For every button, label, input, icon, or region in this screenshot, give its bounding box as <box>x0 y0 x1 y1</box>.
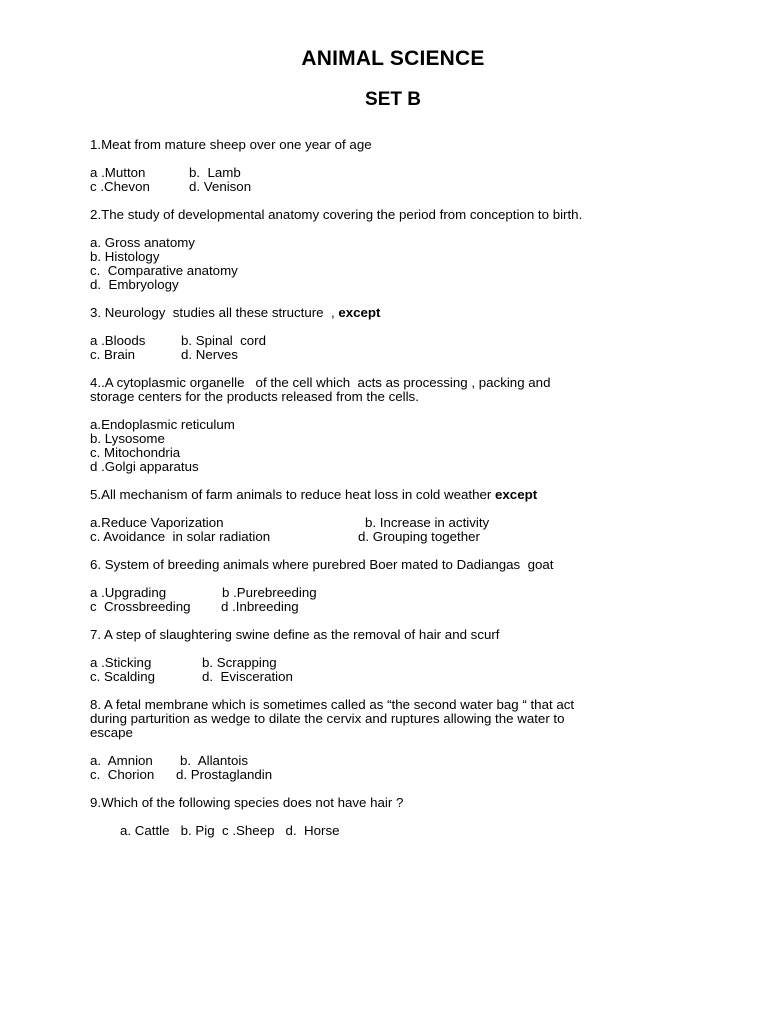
q2-choice-a: a. Gross anatomy <box>90 235 195 250</box>
q8-choice-c: c. Chorion <box>90 767 155 782</box>
question-2: 2.The study of developmental anatomy covering the period from conception to birth. <box>90 207 583 222</box>
q4-choice-b: b. Lysosome <box>90 431 165 446</box>
question-9: 9.Which of the following species does not have hair ? <box>90 795 404 810</box>
q1-choice-b: b. Lamb <box>189 165 241 180</box>
q6-choice-a: a .Upgrading <box>90 585 167 600</box>
q5-choice-a: a.Reduce Vaporization <box>90 515 224 530</box>
q5-choice-b: b. Increase in activity <box>365 515 490 530</box>
question-8-line-3: escape <box>90 725 133 740</box>
q2-choice-c: c. Comparative anatomy <box>90 263 238 278</box>
q5-choice-c: c. Avoidance in solar radiation <box>90 529 271 544</box>
question-8-line-1: 8. A fetal membrane which is sometimes called as “the second water bag “ that act <box>90 697 575 712</box>
question-4-line-2: storage centers for the products released from the cells. <box>90 389 419 404</box>
question-4-line-1: 4..A cytoplasmic organelle of the cell which acts as processing , packing and <box>90 375 551 390</box>
question-3 <box>90 306 380 320</box>
question-7: 7. A step of slaughtering swine define as the removal of hair and scurf <box>90 627 500 642</box>
page-title: ANIMAL SCIENCE <box>301 47 485 70</box>
q3-choice-d: d. Nerves <box>181 347 238 362</box>
q1-choice-d: d. Venison <box>189 179 252 194</box>
q8-choice-a: a. Amnion <box>90 753 153 768</box>
question-5-except: except <box>495 487 538 502</box>
q7-choice-a: a .Sticking <box>90 655 152 670</box>
q2-choice-d: d. Embryology <box>90 277 179 292</box>
q9-choices: a. Cattle b. Pig c .Sheep d. Horse <box>120 823 340 838</box>
q4-choice-a: a.Endoplasmic reticulum <box>90 417 235 432</box>
q6-choice-d: d .Inbreeding <box>221 599 299 614</box>
question-5-text: 5.All mechanism of farm animals to reduce heat loss in cold weather <box>90 487 492 502</box>
q8-choice-d: d. Prostaglandin <box>176 767 273 782</box>
q6-choice-c: c Crossbreeding <box>90 599 191 614</box>
q7-choice-b: b. Scrapping <box>202 655 277 670</box>
q8-choice-b: b. Allantois <box>180 753 249 768</box>
q7-choice-d: d. Evisceration <box>202 669 293 684</box>
q3-choice-c: c. Brain <box>90 347 136 362</box>
q5-choice-d: d. Grouping together <box>358 529 480 544</box>
set-label: SET B <box>365 89 421 110</box>
question-6: 6. System of breeding animals where purebred Boer mated to Dadiangas goat <box>90 557 554 572</box>
q7-choice-c: c. Scalding <box>90 669 156 684</box>
question-5 <box>90 488 537 502</box>
question-3-except: except <box>338 305 381 320</box>
question-8-line-2: during parturition as wedge to dilate the cervix and ruptures allowing the water to <box>90 711 565 726</box>
q3-choice-b: b. Spinal cord <box>181 333 267 348</box>
q6-choice-b: b .Purebreeding <box>222 585 317 600</box>
q1-choice-a: a .Mutton <box>90 165 146 180</box>
q4-choice-d: d .Golgi apparatus <box>90 459 199 474</box>
question-3-text: 3. Neurology studies all these structure , <box>90 305 335 320</box>
q1-choice-c: c .Chevon <box>90 179 150 194</box>
q3-choice-a: a .Bloods <box>90 333 146 348</box>
q2-choice-b: b. Histology <box>90 249 160 264</box>
q4-choice-c: c. Mitochondria <box>90 445 181 460</box>
question-1: 1.Meat from mature sheep over one year of age <box>90 137 372 152</box>
